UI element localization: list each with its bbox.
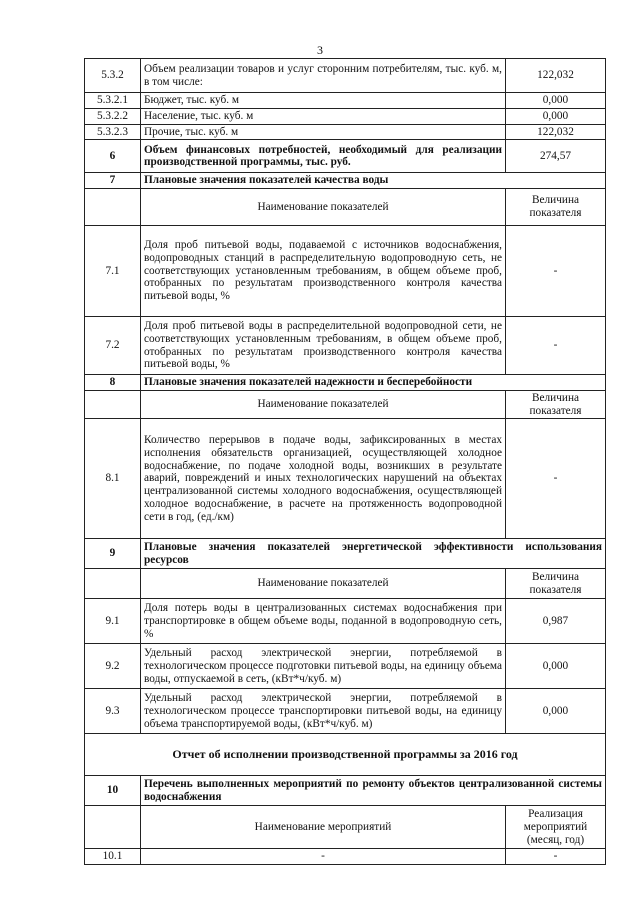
table-row <box>85 93 606 109</box>
row-value: 274,57 <box>506 140 606 173</box>
column-header-name: Наименование показателей <box>141 189 506 226</box>
row-description: - <box>141 849 506 865</box>
row-number: 7.1 <box>85 226 141 317</box>
row-number: 10.1 <box>85 849 141 865</box>
row-number: 6 <box>85 140 141 173</box>
column-header-row <box>85 189 606 226</box>
row-description: Удельный расход электрической энергии, потребляемой в технологическом процессе транспортировки питьевой воды, на единицу объема транспортируемой воды, (кВт*ч/куб. м) <box>141 689 506 734</box>
table-row <box>85 644 606 689</box>
row-number: 5.3.2.3 <box>85 124 141 140</box>
row-description: Объем реализации товаров и услуг сторонним потребителям, тыс. куб. м, в том числе: <box>141 59 506 93</box>
column-header-value: Величина показателя <box>506 189 606 226</box>
section-number: 9 <box>85 539 141 569</box>
row-value: - <box>506 317 606 375</box>
section-title: Плановые значения показателей качества воды <box>141 173 606 189</box>
row-value: - <box>506 226 606 317</box>
report-title: Отчет об исполнении производственной программы за 2016 год <box>85 734 606 776</box>
column-header-name: Наименование показателей <box>141 390 506 419</box>
table-row <box>85 226 606 317</box>
row-description: Доля потерь воды в централизованных системах водоснабжения при транспортировке в общем объеме воды, поданной в водопроводную сеть, % <box>141 599 506 644</box>
section-number: 8 <box>85 375 141 391</box>
column-header-name: Наименование мероприятий <box>141 806 506 849</box>
report-title-row <box>85 734 606 776</box>
section-number: 7 <box>85 173 141 189</box>
column-header-row <box>85 569 606 599</box>
section-header-row <box>85 539 606 569</box>
row-value: 0,987 <box>506 599 606 644</box>
column-header-row <box>85 806 606 849</box>
row-number: 7.2 <box>85 317 141 375</box>
row-description: Доля проб питьевой воды, подаваемой с источников водоснабжения, водопроводных станций в распределительную водопроводную сеть, не соответствующих установленным требованиям, в общем объеме проб, отобранных по результатам производственного контроля качества питьевой воды, % <box>141 226 506 317</box>
section-title: Плановые значения показателей энергетической эффективности использования ресурсов <box>141 539 606 569</box>
table-row <box>85 419 606 539</box>
section-number: 10 <box>85 776 141 806</box>
section-header-row <box>85 375 606 391</box>
page-number: 3 <box>317 43 323 57</box>
row-value: - <box>506 419 606 539</box>
row-description: Доля проб питьевой воды в распределительной водопроводной сети, не соответствующих установленным требованиям, в общем объеме проб, отобранных по результатам производственного контроля качества питьевой воды, % <box>141 317 506 375</box>
row-number: 9.2 <box>85 644 141 689</box>
row-value: 0,000 <box>506 644 606 689</box>
row-value: 122,032 <box>506 59 606 93</box>
table-row <box>85 124 606 140</box>
table-row <box>85 59 606 93</box>
row-number: 5.3.2.1 <box>85 93 141 109</box>
table-row <box>85 849 606 865</box>
row-description: Бюджет, тыс. куб. м <box>141 93 506 109</box>
program-table <box>84 58 606 865</box>
table-row <box>85 317 606 375</box>
column-header-value: Величина показателя <box>506 569 606 599</box>
row-number: 9.1 <box>85 599 141 644</box>
column-header-name: Наименование показателей <box>141 569 506 599</box>
table-row <box>85 108 606 124</box>
section-header-row <box>85 776 606 806</box>
row-description: Население, тыс. куб. м <box>141 108 506 124</box>
row-description: Прочие, тыс. куб. м <box>141 124 506 140</box>
row-description: Объем финансовых потребностей, необходимый для реализации производственной программы, тыс. руб. <box>141 140 506 173</box>
row-value: 122,032 <box>506 124 606 140</box>
table-row <box>85 140 606 173</box>
row-value: 0,000 <box>506 93 606 109</box>
row-value: - <box>506 849 606 865</box>
section-title: Плановые значения показателей надежности и бесперебойности <box>141 375 606 391</box>
table-row <box>85 599 606 644</box>
section-header-row <box>85 173 606 189</box>
row-number: 8.1 <box>85 419 141 539</box>
row-number: 9.3 <box>85 689 141 734</box>
row-value: 0,000 <box>506 689 606 734</box>
column-header-value: Величина показателя <box>506 390 606 419</box>
row-value: 0,000 <box>506 108 606 124</box>
column-header-row <box>85 390 606 419</box>
row-number: 5.3.2 <box>85 59 141 93</box>
row-number: 5.3.2.2 <box>85 108 141 124</box>
row-description: Количество перерывов в подаче воды, зафиксированных в местах исполнения обязательств организацией, осуществляющей холодное водоснабжение, по подаче холодной воды, возникших в результате аварий, повреждений и иных технологических нарушений на объектах централизованной системы холодного водоснабжения, осуществляющей холодное водоснабжение, в расчете на протяженность водопроводной сети в год, (ед./км) <box>141 419 506 539</box>
row-description: Удельный расход электрической энергии, потребляемой в технологическом процессе подготовки питьевой воды, на единицу объема воды, отпускаемой в сеть, (кВт*ч/куб. м) <box>141 644 506 689</box>
section-title: Перечень выполненных мероприятий по ремонту объектов централизованной системы водоснабжения <box>141 776 606 806</box>
column-header-value: Реализация мероприятий (месяц, год) <box>506 806 606 849</box>
table-row <box>85 689 606 734</box>
